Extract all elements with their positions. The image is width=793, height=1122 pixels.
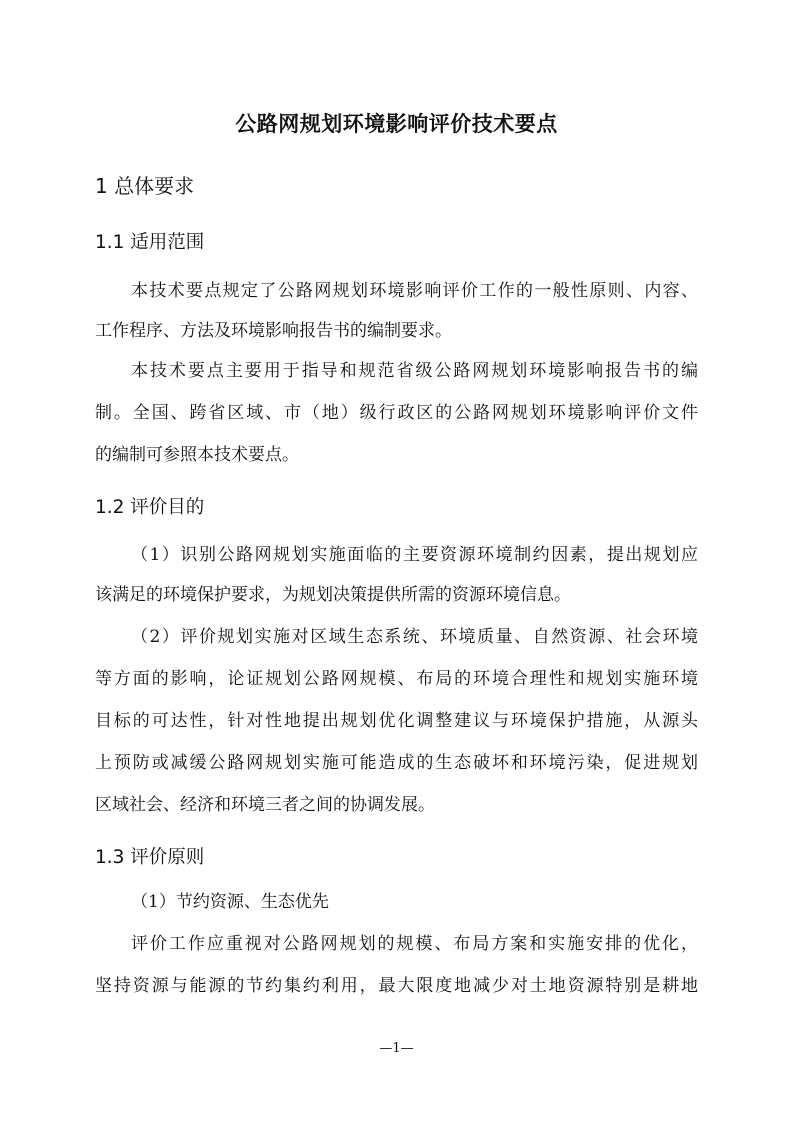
paragraph-line: 评价工作应重视对公路网规划的规模、布局方案和实施安排的优化， [131, 934, 698, 954]
section-heading-1-2: 1.2 评价目的 [95, 497, 205, 518]
paragraph-line: 坚持资源与能源的节约集约利用，最大限度地减少对土地资源特别是耕地 [95, 976, 698, 996]
paragraph-line: 区域社会、经济和环境三者之间的协调发展。 [95, 795, 435, 815]
paragraph-line: 制。全国、跨省区域、市（地）级行政区的公路网规划环境影响评价文件 [95, 403, 698, 423]
paragraph-line: （2）评价规划实施对区域生态系统、环境质量、自然资源、社会环境 [131, 627, 698, 647]
paragraph-line: （1）节约资源、生态优先 [131, 892, 329, 912]
paragraph-line: 本技术要点主要用于指导和规范省级公路网规划环境影响报告书的编 [131, 361, 698, 381]
paragraph-line: 该满足的环境保护要求，为规划决策提供所需的资源环境信息。 [95, 585, 571, 605]
document-title: 公路网规划环境影响评价技术要点 [235, 112, 558, 136]
paragraph-line: （1）识别公路网规划实施面临的主要资源环境制约因素，提出规划应 [131, 545, 698, 565]
paragraph-line: 的编制可参照本技术要点。 [95, 445, 299, 465]
paragraph-line: 本技术要点规定了公路网规划环境影响评价工作的一般性原则、内容、 [131, 281, 698, 301]
paragraph-line: 工作程序、方法及环境影响报告书的编制要求。 [95, 321, 452, 341]
paragraph-line: 上预防或减缓公路网规划实施可能造成的生态破坏和环境污染，促进规划 [95, 753, 698, 773]
section-heading-1-3: 1.3 评价原则 [95, 847, 205, 868]
section-heading-1: 1 总体要求 [95, 174, 195, 198]
page-number: —1— [379, 1041, 414, 1056]
paragraph-line: 目标的可达性，针对性地提出规划优化调整建议与环境保护措施，从源头 [95, 711, 698, 731]
paragraph-line: 等方面的影响，论证规划公路网规模、布局的环境合理性和规划实施环境 [95, 669, 698, 689]
section-heading-1-1: 1.1 适用范围 [95, 232, 205, 253]
